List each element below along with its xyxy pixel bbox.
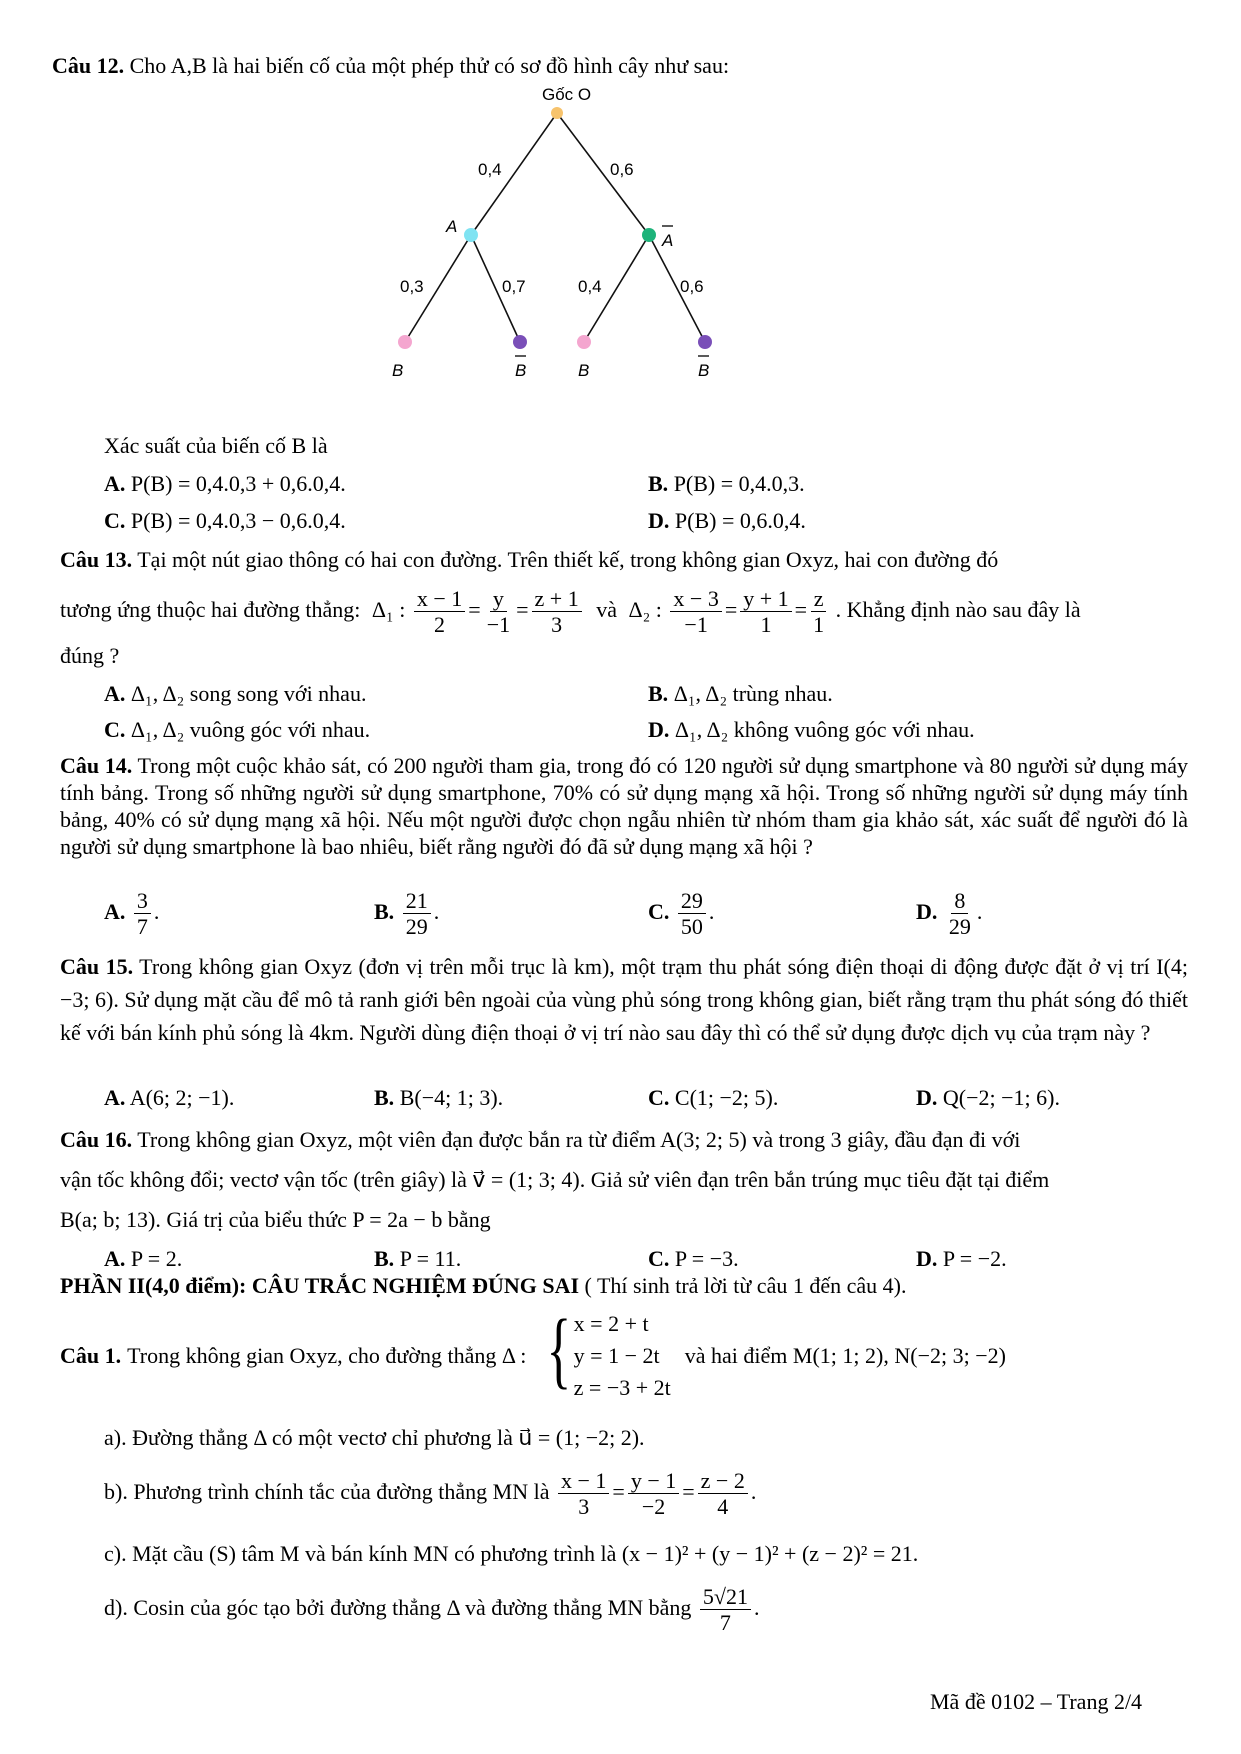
tree-node-A (464, 228, 478, 242)
q16-line2: vận tốc không đổi; vectơ vận tốc (trên giây) là v⃗ = (1; 3; 4). Giả sử viên đạn trên bắn trúng mục tiêu đặt tại điểm (60, 1167, 1050, 1192)
option-text: P(B) = 0,4.0,3 − 0,6.0,4. (130, 508, 346, 533)
tree-leaf3-label: B (578, 361, 590, 380)
q16-option-a (104, 1245, 182, 1274)
system-eq-z: z = −3 + 2t (573, 1374, 671, 1400)
q13-option-b (648, 680, 833, 709)
p2q1-statement-b: b). Phương trình chính tắc của đường thẳng MN là $\frac{x - 1}{3}$ = $\frac{y - 1}{-2}$ = $\frac{z - 2}{4}$ . (104, 1468, 757, 1520)
q14-option-b: B. $\frac{21}{29}$ . (374, 888, 440, 940)
p2q1-text-a: Trong không gian Oxyz, cho đường thẳng Δ : (127, 1342, 527, 1368)
option-key: A. (104, 1085, 126, 1110)
part2-heading (60, 1272, 906, 1301)
q16-option-b (374, 1245, 461, 1274)
q15-text: Trong không gian Oxyz (đơn vị trên mỗi trục là km), một trạm thu phát sóng điện thoại di động được đặt ở vị trí I(4; −3; 6). Sử dụng mặt cầu để mô tả ranh giới bên ngoài của vùng phủ sóng trong không gian, biết rằng trạm thu phát sóng đó thiết kế với bán kính phủ sóng là 4km. Người dùng điện thoại ở vị trí nào sau đây thì có thể sử dụng được dịch vụ của trạm này ? (60, 954, 1188, 1045)
tree-leaf4-label: B (698, 361, 710, 380)
option-key: C. (104, 717, 126, 742)
q13-d1-frac-z: $\frac{z + 1}{3}$ (532, 586, 582, 638)
option-fraction: $\frac{3}{7}$ (134, 888, 151, 940)
q13-d1-frac-y: $\frac{y}{-1}$ (486, 586, 511, 638)
option-text: P(B) = 0,6.0,4. (674, 508, 806, 533)
q13-d2-frac-x: $\frac{x - 3}{-1}$ (670, 586, 721, 638)
option-text: P(B) = 0,4.0,3 + 0,6.0,4. (130, 471, 346, 496)
option-key: B. (374, 898, 395, 924)
option-key: B. (648, 471, 669, 496)
p2q1-label: Câu 1. (60, 1342, 122, 1368)
tree-leaf-notB2 (698, 335, 712, 349)
tree-prob-notA: 0,6 (610, 160, 634, 179)
q15-option-b (374, 1084, 503, 1113)
q15-option-c (648, 1084, 778, 1113)
tree-node-notA-label: A (662, 231, 674, 250)
option-key: B. (374, 1246, 395, 1271)
option-text: P = 11. (399, 1246, 462, 1271)
tree-node-A-label: A (446, 217, 458, 236)
option-key: D. (648, 717, 670, 742)
q13-d1-frac-x: $\frac{x - 1}{2}$ (414, 586, 465, 638)
q13-line1 (60, 546, 998, 575)
tree-node-notA (642, 228, 656, 242)
tree-prob-A-notB: 0,7 (502, 277, 526, 296)
q13-line2: tương ứng thuộc hai đường thẳng: Δ₁ : $\frac{x - 1}{2}$ = $\frac{y}{-1}$ = $\frac{z + 1}{3}$ và Δ₂ : $\frac{x - 3}{-1}$ = $\frac{y + 1}{1}$ = $\frac{z}{1}$ . Khẳng định nào sau đây là (60, 586, 1081, 638)
option-text: Δ₁, Δ₂ vuông góc với nhau. (130, 717, 371, 742)
tree-root-node (551, 107, 563, 119)
p2q1-statement-d: d). Cosin của góc tạo bởi đường thẳng Δ và đường thẳng MN bằng $\frac{5√21}{7}$ . (104, 1584, 760, 1636)
q13-option-d (648, 716, 975, 745)
q16-option-d (916, 1245, 1007, 1274)
p2q1-stem (60, 1301, 1006, 1404)
tree-leaf-B1 (398, 335, 412, 349)
q13-text2a: tương ứng thuộc hai đường thẳng: (60, 596, 361, 622)
option-text: C(1; −2; 5). (674, 1085, 779, 1110)
system-eq-y: y = 1 − 2t (573, 1342, 660, 1368)
q15-option-a (104, 1084, 234, 1113)
q12-probability-tree (370, 80, 770, 390)
tree-prob-A-B: 0,3 (400, 277, 424, 296)
cos-value-frac: $\frac{5√21}{7}$ (700, 1584, 751, 1636)
q14-stem (60, 752, 1188, 860)
line-system (530, 1301, 671, 1404)
q16-option-c (648, 1245, 739, 1274)
option-fraction: $\frac{8}{29}$ (948, 888, 971, 940)
option-key: D. (916, 898, 938, 924)
q12-option-b (648, 470, 805, 499)
option-text: B(−4; 1; 3). (399, 1085, 504, 1110)
q15-stem (60, 950, 1188, 1049)
option-text: P = −3. (674, 1246, 739, 1271)
option-key: C. (648, 1246, 670, 1271)
mn-frac-z: $\frac{z - 2}{4}$ (698, 1468, 748, 1520)
tree-leaf-notB1 (513, 335, 527, 349)
q15-label: Câu 15. (60, 954, 134, 979)
q13-delta1: Δ₁ : (371, 596, 406, 622)
option-text: A(6; 2; −1). (129, 1085, 235, 1110)
q16-label: Câu 16. (60, 1127, 133, 1152)
option-key: C. (104, 508, 126, 533)
part2-title: PHẦN II(4,0 điểm): CÂU TRẮC NGHIỆM ĐÚNG SAI (60, 1273, 580, 1298)
tree-prob-A: 0,4 (478, 160, 502, 179)
q15-option-d (916, 1084, 1060, 1113)
option-key: B. (648, 681, 669, 706)
statement-text: d). Cosin của góc tạo bởi đường thẳng Δ và đường thẳng MN bằng (104, 1594, 692, 1620)
q12-option-a (104, 470, 346, 499)
q12-text: Cho A,B là hai biến cố của một phép thử có sơ đồ hình cây như sau: (129, 53, 730, 78)
option-key: B. (374, 1085, 395, 1110)
q13-option-c (104, 716, 370, 745)
statement-text: b). Phương trình chính tắc của đường thẳng MN là (104, 1478, 550, 1504)
tree-root-label: Gốc O (542, 85, 592, 104)
q12-option-d (648, 507, 806, 536)
option-text: Δ₁, Δ₂ song song với nhau. (130, 681, 367, 706)
mn-frac-y: $\frac{y - 1}{-2}$ (628, 1468, 679, 1520)
q14-option-d: D. $\frac{8}{29}$ . (916, 888, 983, 940)
q12-stem (52, 52, 729, 81)
tree-prob-notA-B: 0,4 (578, 277, 602, 296)
tree-leaf1-label: B (392, 361, 404, 380)
option-text: Q(−2; −1; 6). (942, 1085, 1060, 1110)
q13-text2b: . Khẳng định nào sau đây là (835, 596, 1081, 622)
option-text: P(B) = 0,4.0,3. (673, 471, 805, 496)
option-key: A. (104, 1246, 126, 1271)
option-key: D. (916, 1085, 938, 1110)
option-key: C. (648, 898, 670, 924)
option-fraction: $\frac{21}{29}$ (403, 888, 431, 940)
q13-option-a (104, 680, 366, 709)
q14-option-a: A. $\frac{3}{7}$ . (104, 888, 160, 940)
q13-delta2: Δ₂ : (628, 596, 662, 622)
q16-line1 (60, 1126, 1020, 1155)
q13-line3: đúng ? (60, 643, 120, 668)
option-text: Δ₁, Δ₂ không vuông góc với nhau. (674, 717, 975, 742)
q12-option-c (104, 507, 346, 536)
q13-and: và (596, 596, 617, 622)
option-text: P = 2. (130, 1246, 183, 1271)
q16-text1: Trong không gian Oxyz, một viên đạn được bắn ra từ điểm A(3; 2; 5) và trong 3 giây, đầu đạn đi với (137, 1127, 1021, 1152)
tree-leaf-B2 (577, 335, 591, 349)
part2-note: ( Thí sinh trả lời từ câu 1 đến câu 4). (584, 1273, 907, 1298)
p2q1-statement-a: a). Đường thẳng Δ có một vectơ chỉ phương là u⃗ = (1; −2; 2). (104, 1425, 645, 1450)
q14-text: Trong một cuộc khảo sát, có 200 người tham gia, trong đó có 120 người sử dụng smartphone và 80 người sử dụng máy tính bảng. Trong số những người sử dụng smartphone, 70% có sử dụng mạng xã hội. Trong số những người sử dụng máy tính bảng, 40% có sử dụng mạng xã hội. Nếu một người được chọn ngẫu nhiên từ nhóm tham gia khảo sát, xác suất để người đó là người sử dụng smartphone là bao nhiêu, biết rằng người đó đã sử dụng mạng xã hội ? (60, 753, 1189, 859)
option-key: A. (104, 898, 126, 924)
q12-prompt: Xác suất của biến cố B là (104, 433, 328, 458)
q14-option-c: C. $\frac{29}{50}$ . (648, 888, 715, 940)
q13-label: Câu 13. (60, 547, 133, 572)
system-brace: { (546, 1301, 572, 1397)
option-fraction: $\frac{29}{50}$ (678, 888, 706, 940)
mn-frac-x: $\frac{x - 1}{3}$ (558, 1468, 609, 1520)
option-text: Δ₁, Δ₂ trùng nhau. (673, 681, 833, 706)
q14-label: Câu 14. (60, 753, 133, 778)
option-key: D. (648, 508, 670, 533)
q13-d2-frac-z: $\frac{z}{1}$ (810, 586, 827, 638)
option-key: D. (916, 1246, 938, 1271)
p2q1-text-b: và hai điểm M(1; 1; 2), N(−2; 3; −2) (684, 1342, 1006, 1368)
system-eq-x: x = 2 + t (573, 1311, 649, 1336)
p2q1-statement-c: c). Mặt cầu (S) tâm M và bán kính MN có phương trình là (x − 1)² + (y − 1)² + (z − 2)² = 21. (104, 1541, 919, 1566)
tree-prob-notA-notB: 0,6 (680, 277, 704, 296)
option-key: A. (104, 471, 126, 496)
q13-text1: Tại một nút giao thông có hai con đường. Trên thiết kế, trong không gian Oxyz, hai con đường đó (137, 547, 999, 572)
option-key: A. (104, 681, 126, 706)
q12-label: Câu 12. (52, 53, 125, 78)
q13-d2-frac-y: $\frac{y + 1}{1}$ (740, 586, 791, 638)
q16-line3: B(a; b; 13). Giá trị của biểu thức P = 2a − b bằng (60, 1207, 491, 1232)
option-text: P = −2. (942, 1246, 1007, 1271)
option-key: C. (648, 1085, 670, 1110)
page-footer: Mã đề 0102 – Trang 2/4 (930, 1689, 1143, 1714)
tree-leaf2-label: B (515, 361, 527, 380)
